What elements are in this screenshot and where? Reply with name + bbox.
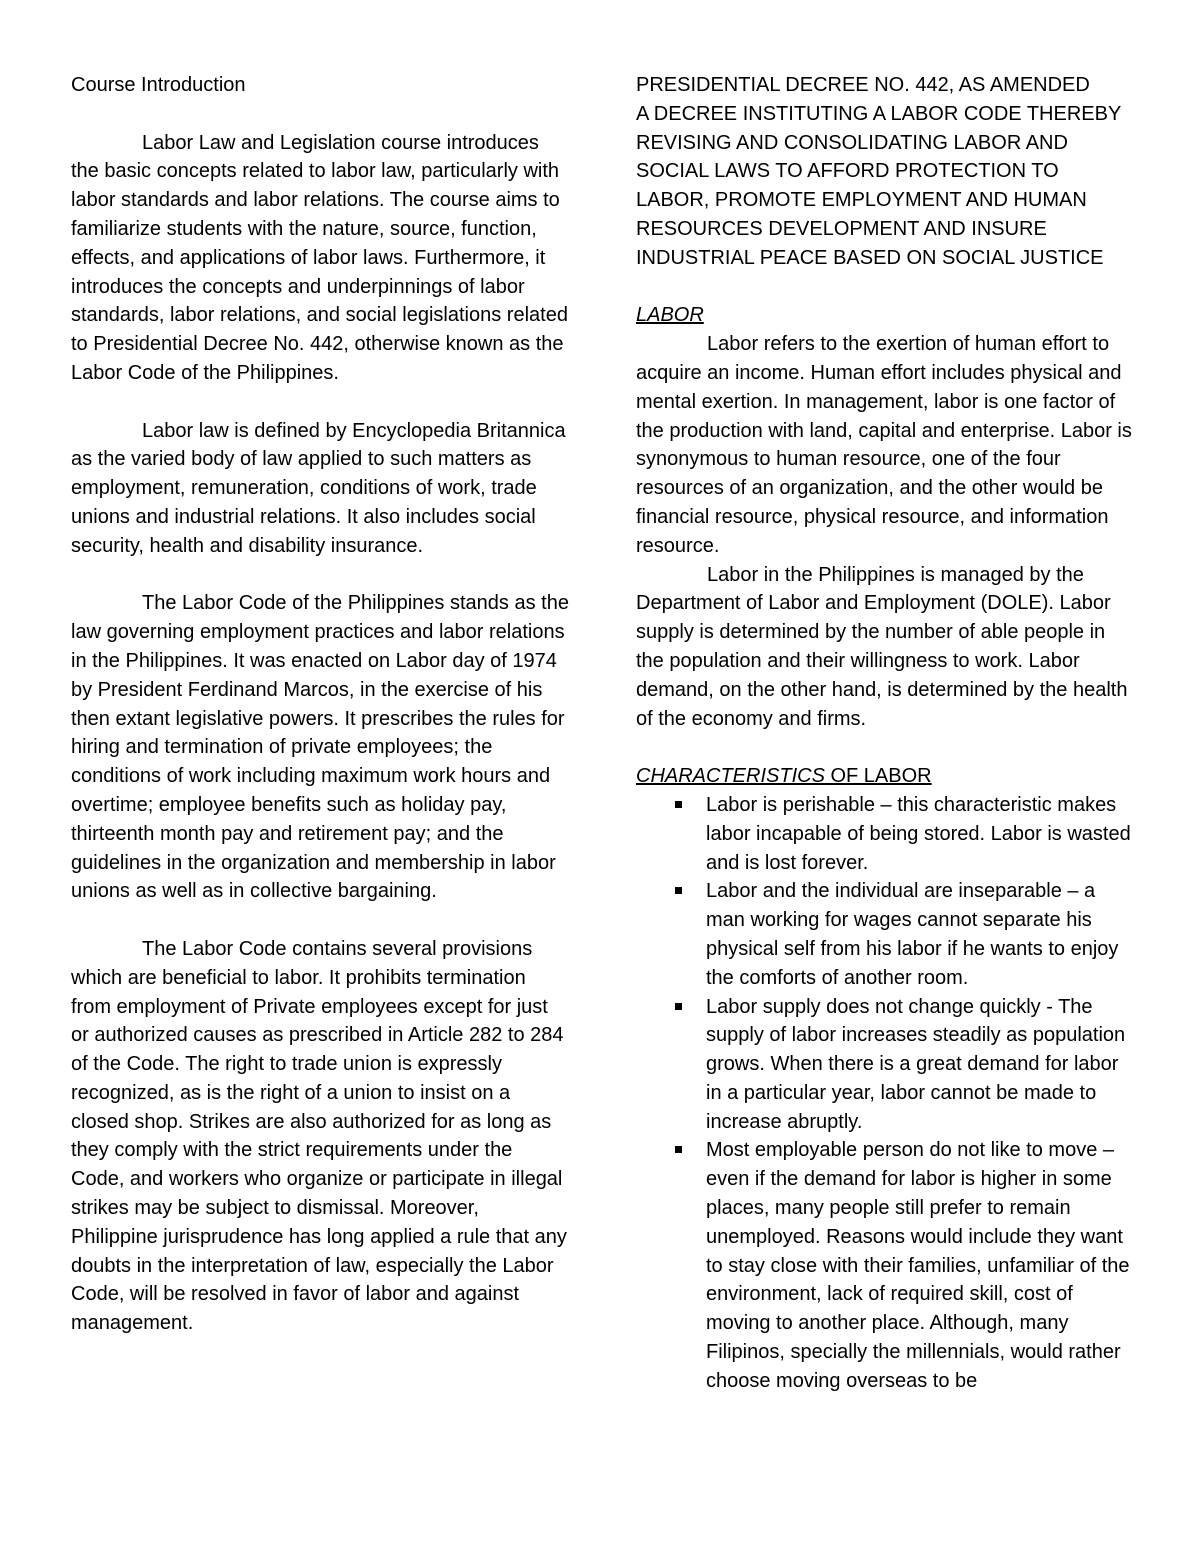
square-bullet-icon — [675, 1003, 682, 1010]
intro-paragraph-1: Labor Law and Legislation course introduces the basic concepts related to labor law, particularly with labor standards and labor relations. The course aims to familiarize students with the nature, source, function, effects, and applications of labor laws. Furthermore, it introduces the concepts and underpinnings of labor standards, labor relations, and social legislations related to Presidential Decree No. 442, otherwise known as the Labor Code of the Philippines. — [71, 131, 568, 384]
labor-paragraph-1: Labor refers to the exertion of human effort to acquire an income. Human effort includes physical and mental exertion. In management, labor is one factor of the production with land, capital and enterprise. Labor is synonymous to human resource, one of the four resources of an organization, and the other would be financial resource, physical resource, and information resource. — [636, 333, 1132, 557]
square-bullet-icon — [675, 1146, 682, 1153]
list-item: Labor supply does not change quickly - The supply of labor increases steadily as population grows. When there is a great demand for labor in a particular year, labor cannot be made to increase abruptly. — [636, 993, 1136, 1137]
labor-heading: LABOR — [636, 304, 704, 327]
square-bullet-icon — [675, 887, 682, 894]
list-item: Most employable person do not like to move – even if the demand for labor is higher in some places, many people still prefer to remain unemployed. Reasons would include they want to stay close with their families, unfamiliar of the environment, lack of required skill, cost of moving to another place. Although, many Filipinos, specially the millennials, would rather choose moving overseas to be — [636, 1136, 1136, 1395]
right-column — [636, 71, 1136, 1396]
left-column — [71, 71, 571, 1338]
course-intro-title: Course Introduction — [71, 74, 246, 96]
list-item: Labor and the individual are inseparable – a man working for wages cannot separate his physical self from his labor if he wants to enjoy the comforts of another room. — [636, 877, 1136, 992]
decree-title: PRESIDENTIAL DECREE NO. 442, AS AMENDED — [636, 74, 1090, 96]
intro-paragraph-2: Labor law is defined by Encyclopedia Britannica as the varied body of law applied to such matters as employment, remuneration, conditions of work, trade unions and industrial relations. It also includes social security, health and disability insurance. — [71, 419, 566, 557]
intro-paragraph-4: The Labor Code contains several provisions which are beneficial to labor. It prohibits termination from employment of Private employees except for just or authorized causes as prescribed in Article 282 to 284 of the Code. The right to trade union is expressly recognized, as is the right of a union to insist on a closed shop. Strikes are also authorized for as long as they comply with the strict requirements under the Code, and workers who organize or participate in illegal strikes may be subject to dismissal. Moreover, Philippine jurisprudence has long applied a rule that any doubts in the interpretation of law, especially the Labor Code, will be resolved in favor of labor and against management. — [71, 937, 567, 1335]
square-bullet-icon — [675, 801, 682, 808]
characteristics-heading: CHARACTERISTICS OF LABOR — [636, 765, 932, 788]
characteristics-list — [636, 791, 1136, 1396]
intro-paragraph-3: The Labor Code of the Philippines stands as the law governing employment practices and labor relations in the Philippines. It was enacted on Labor day of 1974 by President Ferdinand Marcos, in the exercise of his then extant legislative powers. It prescribes the rules for hiring and termination of private employees; the conditions of work including maximum work hours and overtime; employee benefits such as holiday pay, thirteenth month pay and retirement pay; and the guidelines in the organization and membership in labor unions as well as in collective bargaining. — [71, 592, 569, 903]
decree-subtitle: A DECREE INSTITUTING A LABOR CODE THEREBY REVISING AND CONSOLIDATING LABOR AND SOCIAL LAWS TO AFFORD PROTECTION TO LABOR, PROMOTE EMPLOYMENT AND HUMAN RESOURCES DEVELOPMENT AND INSURE INDUSTRIAL PEACE BASED ON SOCIAL JUSTICE — [636, 102, 1121, 269]
list-item: Labor is perishable – this characteristic makes labor incapable of being stored. Labor is wasted and is lost forever. — [636, 791, 1136, 877]
labor-paragraph-2: Labor in the Philippines is managed by the Department of Labor and Employment (DOLE). Labor supply is determined by the number of able people in the population and their willingness to work. Labor demand, on the other hand, is determined by the health of the economy and firms. — [636, 563, 1128, 730]
